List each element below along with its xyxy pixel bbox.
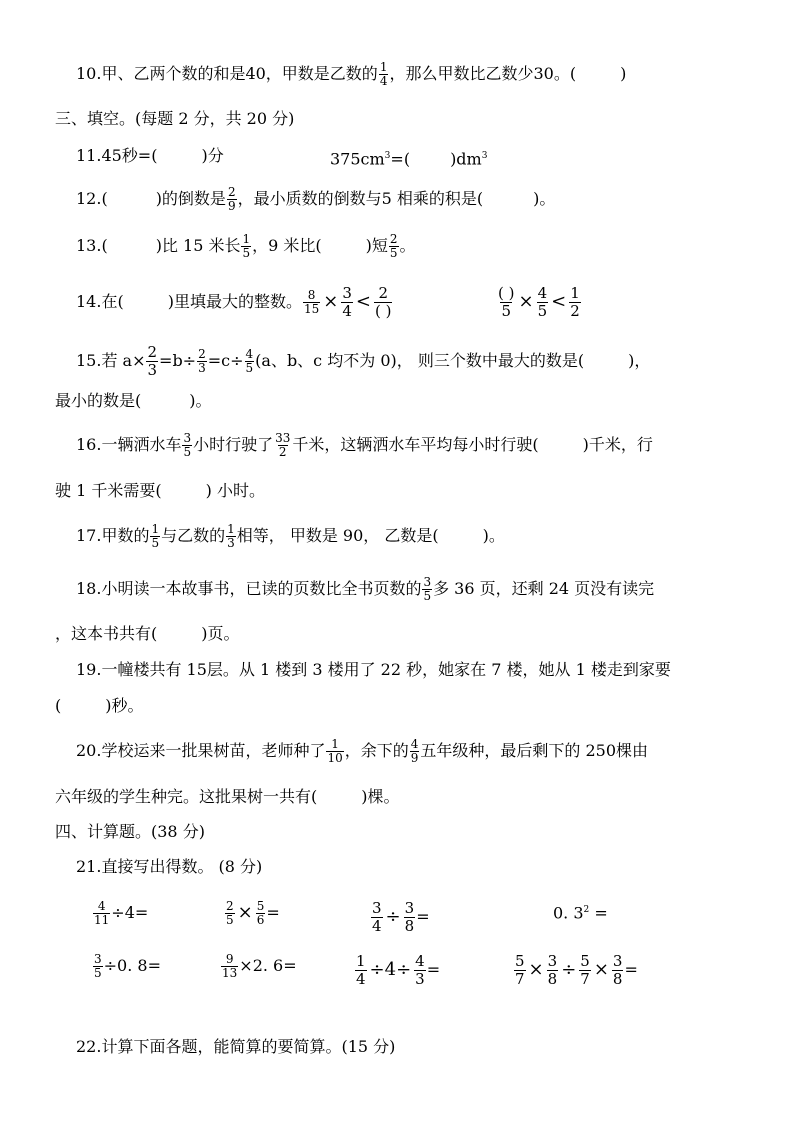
q11-text-d: =( xyxy=(390,149,411,169)
q15-text-g: )。 xyxy=(189,391,212,410)
q17-text-c: 相等， 甲数是 90， 乙数是( xyxy=(236,526,439,545)
q10-text-a: 10.甲、乙两个数的和是40，甲数是乙数的 xyxy=(76,64,378,83)
denominator: 4 xyxy=(372,917,382,935)
q20-text-a: 20.学校运来一批果树苗，老师种了 xyxy=(76,741,326,760)
question-20-line2 xyxy=(55,787,400,807)
denominator: 15 xyxy=(303,302,320,316)
expr-base: 0. 3 xyxy=(553,903,584,923)
denominator: 5 xyxy=(423,589,432,603)
q15-fraction-3 xyxy=(245,348,255,375)
q14-text-a: 14.在( xyxy=(76,292,124,311)
expr-text: = xyxy=(266,903,280,922)
q21-expr-7 xyxy=(354,953,440,988)
denominator: 5 xyxy=(389,246,398,260)
numerator: 1 xyxy=(227,522,235,536)
q11-text-c: 375cm xyxy=(330,149,385,169)
denominator: 3 xyxy=(198,361,206,375)
q13-text-d: )短 xyxy=(365,236,388,255)
denominator: 11 xyxy=(94,913,110,927)
numerator: 1 xyxy=(242,232,251,246)
q20-fraction-1 xyxy=(326,738,343,765)
question-15 xyxy=(76,344,650,379)
q20-text-b: ，余下的 xyxy=(344,741,409,760)
q11-text-a: 11.45秒=( xyxy=(76,146,158,165)
numerator: 4 xyxy=(245,347,254,361)
numerator: 5 xyxy=(580,952,590,970)
denominator: 6 xyxy=(256,913,265,927)
q21-expr-3 xyxy=(370,900,430,935)
expr-text: = xyxy=(589,903,608,923)
question-20 xyxy=(76,738,648,765)
denominator: 5 xyxy=(94,966,102,980)
numerator: 5 xyxy=(515,952,525,970)
q10-text-c: ) xyxy=(620,64,627,83)
question-13 xyxy=(76,233,416,260)
denominator: 2 xyxy=(570,302,580,320)
fraction xyxy=(355,953,367,988)
denominator: 4 xyxy=(379,74,388,88)
times-sign: × xyxy=(518,291,534,312)
denominator: 10 xyxy=(327,751,343,765)
denominator: 3 xyxy=(227,536,235,550)
q14-fraction-6 xyxy=(569,285,581,320)
numerator: 33 xyxy=(275,431,291,445)
numerator: 2 xyxy=(147,343,158,361)
q16-text-d: )千米，行 xyxy=(582,435,653,454)
q21-expr-6 xyxy=(220,953,297,980)
q14-text-b: )里填最大的整数。 xyxy=(167,292,302,311)
numerator: 5 xyxy=(256,899,265,913)
q19-text-a: 19.一幢楼共有 15层。从 1 楼到 3 楼用了 22 秒，她家在 7 楼，她从 1 楼走到家要 xyxy=(76,660,671,679)
times-sign: × xyxy=(237,902,253,923)
q14-fraction-5 xyxy=(537,285,549,320)
fraction xyxy=(225,900,235,927)
q12-text-c: ，最小质数的倒数与5 相乘的积是( xyxy=(237,189,484,208)
q12-text-a: 12.( xyxy=(76,189,108,208)
q14-fraction-1 xyxy=(303,289,320,316)
q17-text-d: )。 xyxy=(482,526,505,545)
q10-fraction xyxy=(379,61,389,88)
denominator: 3 xyxy=(415,970,425,988)
q17-text-a: 17.甲数的 xyxy=(76,526,150,545)
operator-text: ÷4÷ xyxy=(369,959,412,980)
question-10 xyxy=(76,61,626,88)
expr-text: = xyxy=(624,960,638,979)
q13-text-b: )比 15 米长 xyxy=(155,236,241,255)
denominator: 5 xyxy=(242,246,251,260)
question-16 xyxy=(76,432,653,459)
denominator: 5 xyxy=(151,536,160,550)
numerator: 1 xyxy=(379,60,388,74)
question-19-line2 xyxy=(55,696,144,716)
q13-fraction-1 xyxy=(241,233,251,260)
fraction xyxy=(414,953,426,988)
section-4-heading: 四、计算题。(38 分) xyxy=(55,822,205,841)
numerator: 1 xyxy=(570,284,580,302)
numerator: 3 xyxy=(94,952,102,966)
numerator: 8 xyxy=(307,288,316,302)
denominator-blank[interactable]: ( ) xyxy=(374,302,392,320)
fraction xyxy=(256,900,266,927)
denominator: 5 xyxy=(226,913,234,927)
numerator: 3 xyxy=(183,431,192,445)
numerator: 2 xyxy=(227,185,236,199)
denominator: 2 xyxy=(278,445,287,459)
numerator: 3 xyxy=(372,899,382,917)
fraction xyxy=(93,953,103,980)
q14-fraction-4[interactable] xyxy=(497,285,515,320)
q18-text-a: 18.小明读一本故事书，已读的页数比全书页数的 xyxy=(76,579,422,598)
question-21-title: 21.直接写出得数。 (8 分) xyxy=(76,857,263,876)
denominator: 7 xyxy=(515,970,525,988)
question-16-line2 xyxy=(55,481,265,501)
fraction xyxy=(579,953,591,988)
q12-fraction xyxy=(227,186,237,213)
q14-fraction-2 xyxy=(341,285,353,320)
question-18-line2 xyxy=(55,624,240,644)
q16-text-b: 小时行驶了 xyxy=(193,435,274,454)
question-22-title: 22.计算下面各题，能简算的要简算。(15 分) xyxy=(76,1037,396,1056)
q17-fraction-2 xyxy=(226,523,236,550)
denominator: 5 xyxy=(245,361,254,375)
q16-text-c: 千米，这辆洒水车平均每小时行驶( xyxy=(292,435,539,454)
section-3-heading: 三、填空。(每题 2 分，共 20 分) xyxy=(55,109,295,128)
q19-text-c: )秒。 xyxy=(105,696,144,715)
times-sign: × xyxy=(323,291,339,312)
question-15-line2 xyxy=(55,391,212,411)
numerator: 2 xyxy=(378,284,388,302)
question-17 xyxy=(76,523,505,550)
q16-text-a: 16.一辆洒水车 xyxy=(76,435,182,454)
fraction xyxy=(93,900,110,927)
q15-text-f: 最小的数是( xyxy=(55,391,142,410)
question-11-part2 xyxy=(330,146,487,169)
q15-fraction-1 xyxy=(146,344,158,379)
denominator: 9 xyxy=(227,199,236,213)
q13-text-e: 。 xyxy=(399,236,416,255)
q16-text-e: 驶 1 千米需要( xyxy=(55,481,162,500)
q15-fraction-2 xyxy=(197,348,207,375)
q11-exponent-2: 3 xyxy=(481,151,488,161)
q11-text-e: )dm xyxy=(450,149,482,169)
numerator: 3 xyxy=(423,575,432,589)
numerator: 9 xyxy=(225,952,234,966)
fraction xyxy=(514,953,526,988)
denominator: 5 xyxy=(537,302,548,320)
q19-text-b: ( xyxy=(55,696,62,715)
q21-expr-8 xyxy=(513,953,638,988)
fraction xyxy=(547,953,559,988)
denominator: 3 xyxy=(147,361,158,379)
exponent: 2 xyxy=(583,905,590,915)
q13-text-c: ，9 米比( xyxy=(252,236,322,255)
question-14-part2 xyxy=(496,285,582,320)
denominator: 5 xyxy=(501,302,512,320)
q15-text-c: =c÷ xyxy=(207,351,244,370)
q15-text-d: (a、b、c 均不为 0)， 则三个数中最大的数是( xyxy=(255,351,585,370)
times-sign: × xyxy=(593,959,609,980)
q20-text-e: )棵。 xyxy=(361,787,400,806)
q15-text-e: )， xyxy=(628,351,651,370)
q17-text-b: 与乙数的 xyxy=(161,526,226,545)
expr-text: ÷0. 8= xyxy=(103,956,161,975)
numerator-blank[interactable]: ( ) xyxy=(498,284,515,302)
denominator: 4 xyxy=(342,302,352,320)
denominator: 13 xyxy=(222,966,238,980)
question-11 xyxy=(76,146,224,166)
q21-expr-1 xyxy=(92,900,148,927)
q16-fraction-2 xyxy=(274,432,291,459)
divide-sign: ÷ xyxy=(385,906,401,927)
numerator: 3 xyxy=(547,952,558,970)
question-12 xyxy=(76,186,555,213)
numerator: 4 xyxy=(410,737,419,751)
q11-exponent-1: 3 xyxy=(384,151,391,161)
times-sign: × xyxy=(528,959,544,980)
numerator: 3 xyxy=(342,284,352,302)
expr-text: ÷4= xyxy=(111,903,149,922)
numerator: 2 xyxy=(226,899,234,913)
q15-text-a: 15.若 a× xyxy=(76,351,146,370)
fraction xyxy=(612,953,624,988)
numerator: 3 xyxy=(404,899,415,917)
q18-text-b: 多 36 页，还剩 24 页没有读完 xyxy=(433,579,655,598)
denominator: 9 xyxy=(410,751,419,765)
q13-text-a: 13.( xyxy=(76,236,108,255)
less-than-sign: < xyxy=(551,291,567,312)
question-19 xyxy=(76,660,671,680)
expr-text: = xyxy=(416,907,430,926)
q21-expr-2 xyxy=(224,900,280,927)
expr-text: = xyxy=(426,960,441,979)
q14-fraction-3[interactable] xyxy=(374,285,392,320)
q18-fraction xyxy=(422,576,432,603)
q13-fraction-2 xyxy=(389,233,399,260)
divide-sign: ÷ xyxy=(561,959,577,980)
numerator: 4 xyxy=(415,952,425,970)
q21-expr-4 xyxy=(553,900,608,923)
question-18 xyxy=(76,576,654,603)
q18-text-d: )页。 xyxy=(201,624,240,643)
q16-text-f: ) 小时。 xyxy=(205,481,265,500)
q15-text-b: =b÷ xyxy=(159,351,197,370)
q20-text-d: 六年级的学生种完。这批果树一共有( xyxy=(55,787,318,806)
numerator: 1 xyxy=(356,952,366,970)
numerator: 4 xyxy=(537,284,548,302)
question-14 xyxy=(76,285,393,320)
fraction xyxy=(404,900,416,935)
q17-fraction-1 xyxy=(150,523,160,550)
denominator: 8 xyxy=(404,917,415,935)
q20-text-c: 五年级种，最后剩下的 250棵由 xyxy=(420,741,649,760)
numerator: 2 xyxy=(389,232,398,246)
q16-fraction-1 xyxy=(182,432,192,459)
expr-text: ×2. 6= xyxy=(239,956,297,975)
q18-text-c: ，这本书共有( xyxy=(55,624,158,643)
q11-text-b: )分 xyxy=(201,146,224,165)
q12-text-d: )。 xyxy=(533,189,556,208)
q21-expr-5 xyxy=(92,953,161,980)
numerator: 3 xyxy=(612,952,623,970)
numerator: 1 xyxy=(151,522,160,536)
numerator: 2 xyxy=(198,347,206,361)
denominator: 7 xyxy=(580,970,590,988)
less-than-sign: < xyxy=(355,291,371,312)
q12-text-b: )的倒数是 xyxy=(155,189,226,208)
denominator: 4 xyxy=(356,970,366,988)
q20-fraction-2 xyxy=(410,738,420,765)
denominator: 8 xyxy=(547,970,558,988)
numerator: 4 xyxy=(97,899,106,913)
numerator: 1 xyxy=(331,737,339,751)
denominator: 5 xyxy=(183,445,192,459)
fraction xyxy=(221,953,238,980)
fraction xyxy=(371,900,383,935)
denominator: 8 xyxy=(612,970,623,988)
q10-text-b: ，那么甲数比乙数少30。( xyxy=(389,64,577,83)
